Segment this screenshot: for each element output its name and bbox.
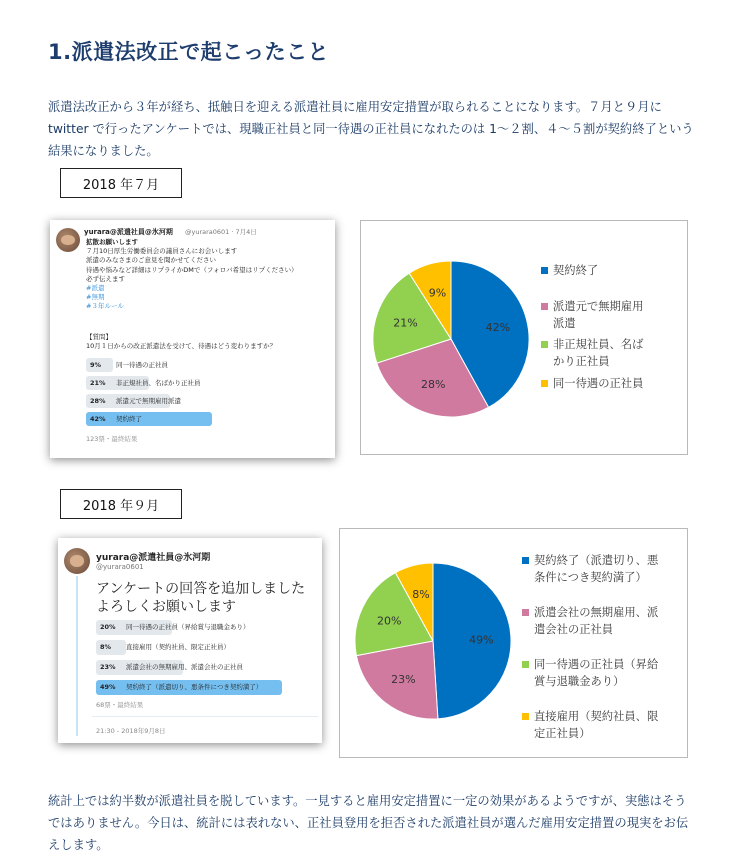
tweet-text-line: ７月10日厚生労働委員会の議員さんにお会いします bbox=[86, 247, 238, 256]
tweet-screenshot-july bbox=[50, 220, 335, 458]
poll-option-label: 非正規社員、名ばかり正社員 bbox=[116, 379, 201, 387]
legend-label: 賞与退職金あり） bbox=[534, 675, 625, 688]
tweet-text-line: 必ず伝えます bbox=[86, 274, 125, 283]
legend-label: 直接雇用（契約社員、限 bbox=[534, 710, 659, 723]
poll-option bbox=[96, 640, 286, 655]
legend-swatch bbox=[522, 557, 529, 564]
date-label-september: 2018 年９月 bbox=[60, 489, 182, 519]
pie-data-label: 20% bbox=[377, 614, 402, 628]
legend-label: 同一待遇の正社員 bbox=[553, 377, 644, 390]
tweet-message-line: アンケートの回答を追加しました bbox=[96, 581, 306, 597]
legend-swatch bbox=[541, 341, 548, 348]
pie-chart-july-frame bbox=[360, 220, 688, 455]
poll-option-label: 同一待遇の正社員 bbox=[116, 361, 168, 369]
poll-option bbox=[86, 358, 236, 372]
tweet-question-label: 【質問】 bbox=[86, 333, 112, 341]
poll-option bbox=[86, 412, 236, 426]
poll-option-label: 契約終了（派遣切り、悪条件につき契約満了） bbox=[126, 683, 263, 691]
poll-option-label: 直接雇用（契約社員、限定正社員） bbox=[126, 643, 230, 651]
pie-data-label: 49% bbox=[469, 633, 494, 647]
poll-percent: 42% bbox=[90, 415, 106, 423]
tweet-username: yurara@派遣社員@氷河期 bbox=[96, 553, 211, 563]
page-title: 1.派遣法改正で起こったこと bbox=[48, 40, 330, 64]
legend-label: 契約終了（派遣切り、悪 bbox=[534, 554, 659, 567]
legend-label: 派遣会社の無期雇用、派 bbox=[534, 606, 659, 619]
conclusion-paragraph: 統計上では約半数が派遣社員を脱しています。一見すると雇用安定措置に一定の効果があるようですが、実態はそうではありません。今日は、統計には表れない、正社員登用を拒否された派遣社員が選んだ雇用安定措置の現実をお伝えします。 bbox=[48, 794, 689, 852]
poll-option-label: 派遣元で無期雇用派遣 bbox=[116, 397, 181, 405]
poll-percent: 21% bbox=[90, 379, 106, 387]
legend-swatch bbox=[522, 661, 529, 668]
tweet-handle: @yurara0601 · 7月4日 bbox=[185, 228, 257, 236]
pie-data-label: 28% bbox=[420, 377, 446, 391]
legend-label: 同一待遇の正社員（昇給 bbox=[534, 658, 659, 671]
poll-percent: 23% bbox=[100, 663, 116, 671]
legend-label: かり正社員 bbox=[553, 355, 610, 368]
tweet-text-line: 待遇や悩みなど詳細はリプライかDMで（フォロバ希望はリプください） bbox=[86, 265, 298, 274]
divider bbox=[92, 716, 318, 717]
poll-percent: 8% bbox=[100, 643, 112, 651]
legend-label: 派遣元で無期雇用 bbox=[553, 300, 644, 313]
pie-data-label: 23% bbox=[391, 673, 416, 687]
poll-option bbox=[86, 376, 236, 390]
pie-data-label: 42% bbox=[485, 320, 511, 334]
legend-swatch bbox=[522, 713, 529, 720]
tweet-timestamp: 21:30 - 2018年9月8日 bbox=[96, 727, 166, 735]
poll-option bbox=[96, 620, 286, 635]
pie-data-label: 8% bbox=[412, 588, 430, 602]
tweet-username: yurara@派遣社員@氷河期 bbox=[84, 228, 173, 236]
date-label-july: 2018 年７月 bbox=[60, 168, 182, 198]
poll-option bbox=[96, 680, 286, 695]
poll-vote-count: 123票・最終結果 bbox=[86, 435, 138, 443]
legend-swatch bbox=[541, 267, 548, 274]
pie-data-label: 9% bbox=[428, 286, 447, 300]
poll-option bbox=[86, 394, 236, 408]
poll-percent: 49% bbox=[100, 683, 116, 691]
pie-chart-september bbox=[340, 529, 687, 757]
poll-percent: 9% bbox=[90, 361, 102, 369]
tweet-text-line: 派遣のみなさまのご意見を聞かせてください bbox=[86, 256, 216, 265]
legend-swatch bbox=[522, 609, 529, 616]
tweet-question: 10月１日からの改正派遣法を受けて、待遇はどう変わりますか？ bbox=[86, 342, 277, 350]
pie-chart-july bbox=[361, 221, 687, 454]
legend-label: 定正社員） bbox=[534, 727, 591, 740]
poll-percent: 28% bbox=[90, 397, 106, 405]
poll-vote-count: 68票・最終結果 bbox=[96, 701, 144, 709]
avatar bbox=[56, 228, 80, 252]
hashtag-link[interactable]: #派遣 bbox=[86, 284, 105, 292]
legend-label: 契約終了 bbox=[553, 264, 599, 277]
legend-label: 遣会社の正社員 bbox=[534, 623, 614, 636]
poll-option bbox=[96, 660, 286, 675]
tweet-text-line: 拡散お願いします bbox=[86, 238, 138, 246]
poll-option-label: 契約終了 bbox=[116, 415, 142, 423]
tweet-screenshot-september bbox=[58, 538, 322, 743]
poll-percent: 20% bbox=[100, 623, 116, 631]
legend-label: 派遣 bbox=[553, 317, 576, 330]
legend-swatch bbox=[541, 303, 548, 310]
tweet-message-line: よろしくお願いします bbox=[96, 599, 236, 615]
thread-line bbox=[76, 576, 78, 736]
avatar bbox=[64, 548, 90, 574]
legend-label: 条件につき契約満了） bbox=[534, 571, 647, 584]
hashtag-link[interactable]: #無期 bbox=[86, 293, 105, 302]
legend-label: 非正規社員、名ば bbox=[553, 338, 644, 351]
legend-swatch bbox=[541, 380, 548, 387]
pie-chart-september-frame bbox=[339, 528, 688, 758]
intro-paragraph: 派遣法改正から３年が経ち、抵触日を迎える派遣社員に雇用安定措置が取られることになります。７月と９月に twitter で行ったアンケートでは、現職正社員と同一待遇の正社員になれたのは 1～２割、４～５割が契約終了という結果になりました。 bbox=[48, 100, 694, 158]
tweet-handle: @yurara0601 bbox=[96, 563, 144, 571]
poll-option-label: 同一待遇の正社員（昇給賞与退職金あり） bbox=[126, 623, 250, 631]
hashtag-link[interactable]: #３年ルール bbox=[86, 302, 124, 311]
pie-data-label: 21% bbox=[393, 316, 418, 330]
poll-option-label: 派遣会社の無期雇用、派遣会社の正社員 bbox=[126, 663, 243, 671]
